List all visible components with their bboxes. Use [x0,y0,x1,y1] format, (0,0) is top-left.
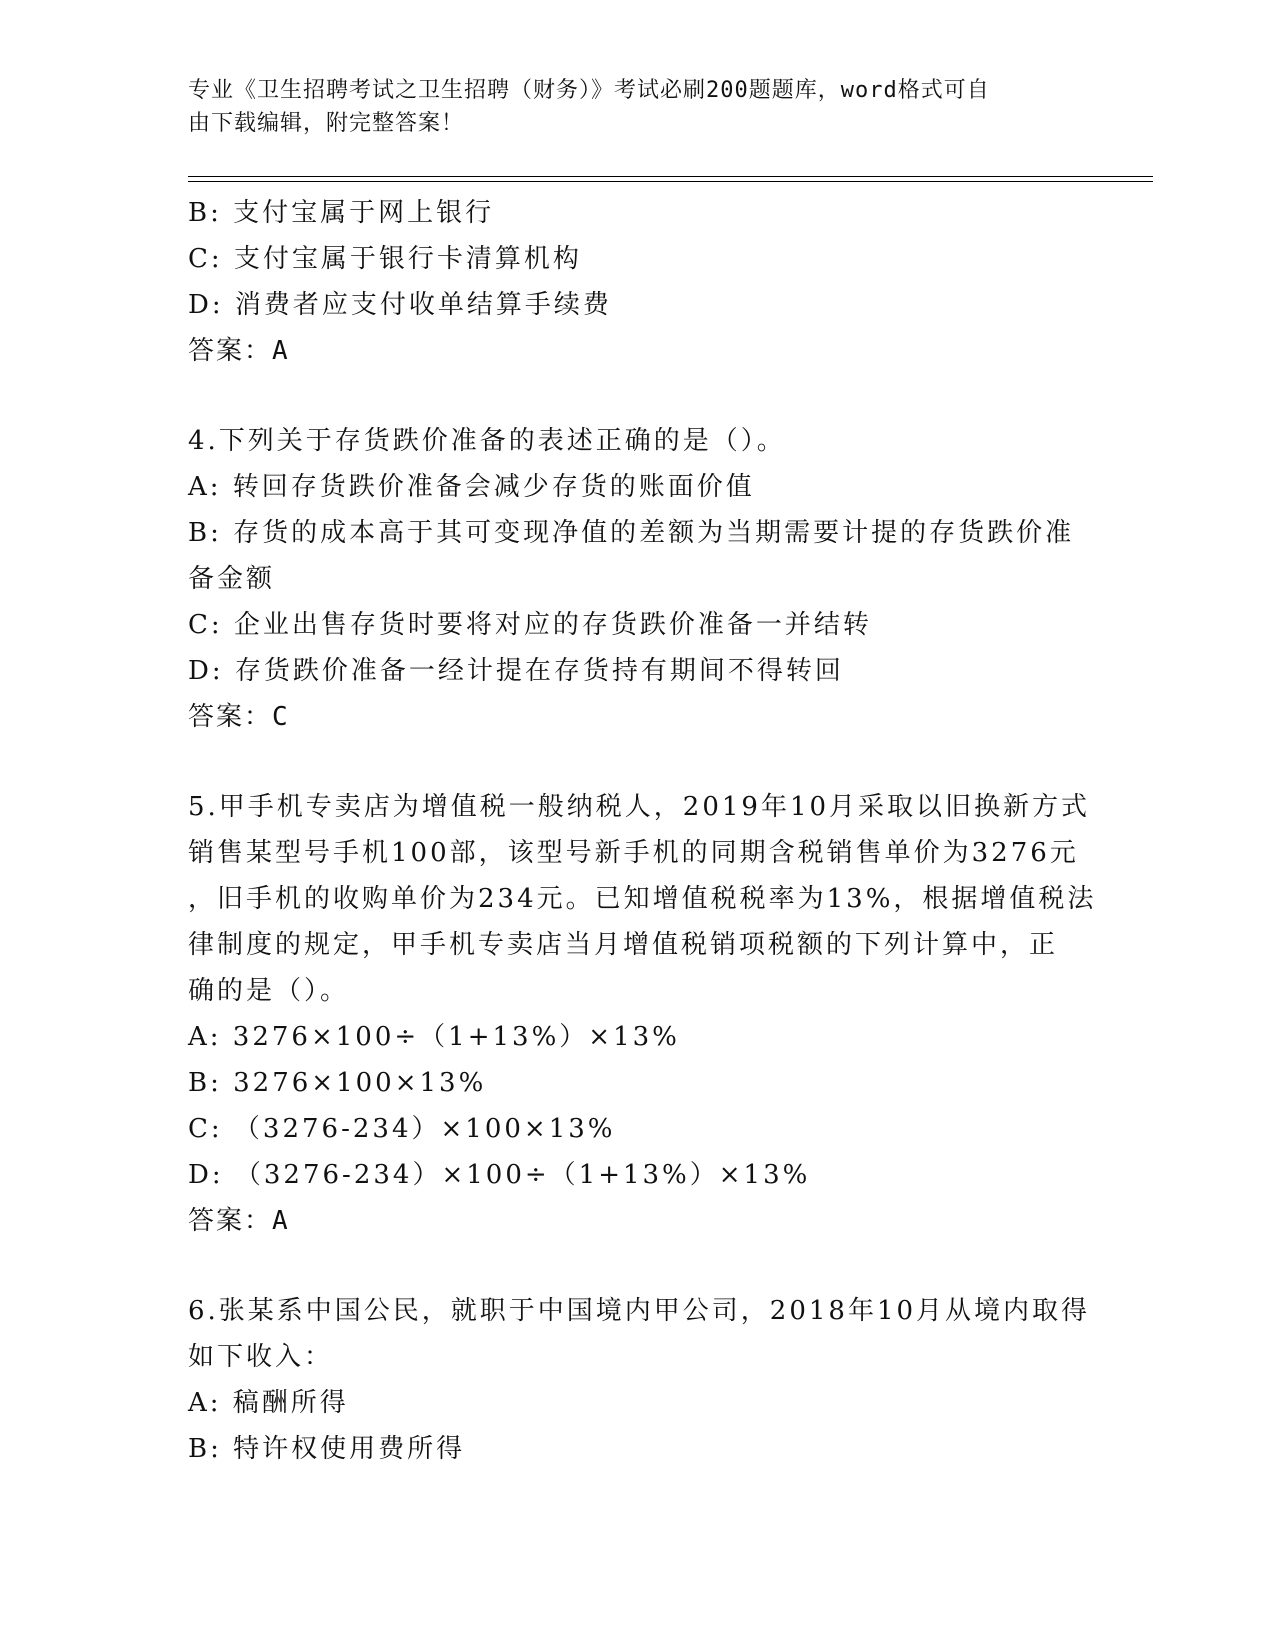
document-body [188,190,1097,1472]
q5-stem-line-1: 5.甲手机专卖店为增值税一般纳税人，2019年10月采取以旧换新方式 [188,792,1091,822]
q5-answer [188,1198,1088,1244]
question-5 [188,784,1097,1244]
answer-label: 答案： [188,336,273,366]
q5-stem-line-5: 确的是（）。 [188,976,350,1006]
q6-option-a: A: 稿酬所得 [188,1388,349,1418]
answer-label: 答案： [188,1206,273,1236]
answer-value: A [272,336,290,366]
q5-option-d: D: （3276-234）×100÷（1+13%）×13% [188,1160,811,1190]
q3-answer [188,328,1088,374]
q6-stem-line-2: 如下收入： [188,1342,334,1372]
q5-stem-line-3: ，旧手机的收购单价为234元。已知增值税税率为13%，根据增值税法 [188,884,1097,914]
q5-option-c: C: （3276-234）×100×13% [188,1114,616,1144]
q5-option-b: B: 3276×100×13% [188,1068,487,1098]
header-line-2: 由下载编辑，附完整答案！ [188,111,465,136]
q3-option-b: B: 支付宝属于网上银行 [188,198,495,228]
q4-answer [188,694,1088,740]
q4-stem: 4.下列关于存货跌价准备的表述正确的是（）。 [188,426,786,456]
q3-option-c: C: 支付宝属于银行卡清算机构 [188,244,582,274]
header-rule-bottom [188,181,1153,182]
answer-value: C [272,702,290,732]
header-rule-top [188,176,1153,177]
q4-option-a: A: 转回存货跌价准备会减少存货的账面价值 [188,472,755,502]
answer-value: A [272,1206,290,1236]
q4-option-b-line-2: 备金额 [188,564,276,594]
answer-label: 答案： [188,702,273,732]
header-line-1: 专业《卫生招聘考试之卫生招聘（财务）》考试必刷200题题库，word格式可自 [188,78,990,103]
question-4 [188,418,1088,740]
q3-option-d: D: 消费者应支付收单结算手续费 [188,290,612,320]
q5-option-a: A: 3276×100÷（1+13%）×13% [188,1022,680,1052]
q5-stem-line-4: 律制度的规定，甲手机专卖店当月增值税销项税额的下列计算中，正 [188,930,1059,960]
question-6 [188,1288,1091,1472]
q4-option-b-line-1: B: 存货的成本高于其可变现净值的差额为当期需要计提的存货跌价准 [188,518,1075,548]
q6-stem-line-1: 6.张某系中国公民，就职于中国境内甲公司，2018年10月从境内取得 [188,1296,1091,1326]
question-3 [188,190,1088,374]
q4-option-c: C: 企业出售存货时要将对应的存货跌价准备一并结转 [188,610,872,640]
q4-option-d: D: 存货跌价准备一经计提在存货持有期间不得转回 [188,656,844,686]
q5-stem-line-2: 销售某型号手机100部，该型号新手机的同期含税销售单价为3276元 [188,838,1079,868]
document-header [188,74,1068,140]
q6-option-b: B: 特许权使用费所得 [188,1434,466,1464]
